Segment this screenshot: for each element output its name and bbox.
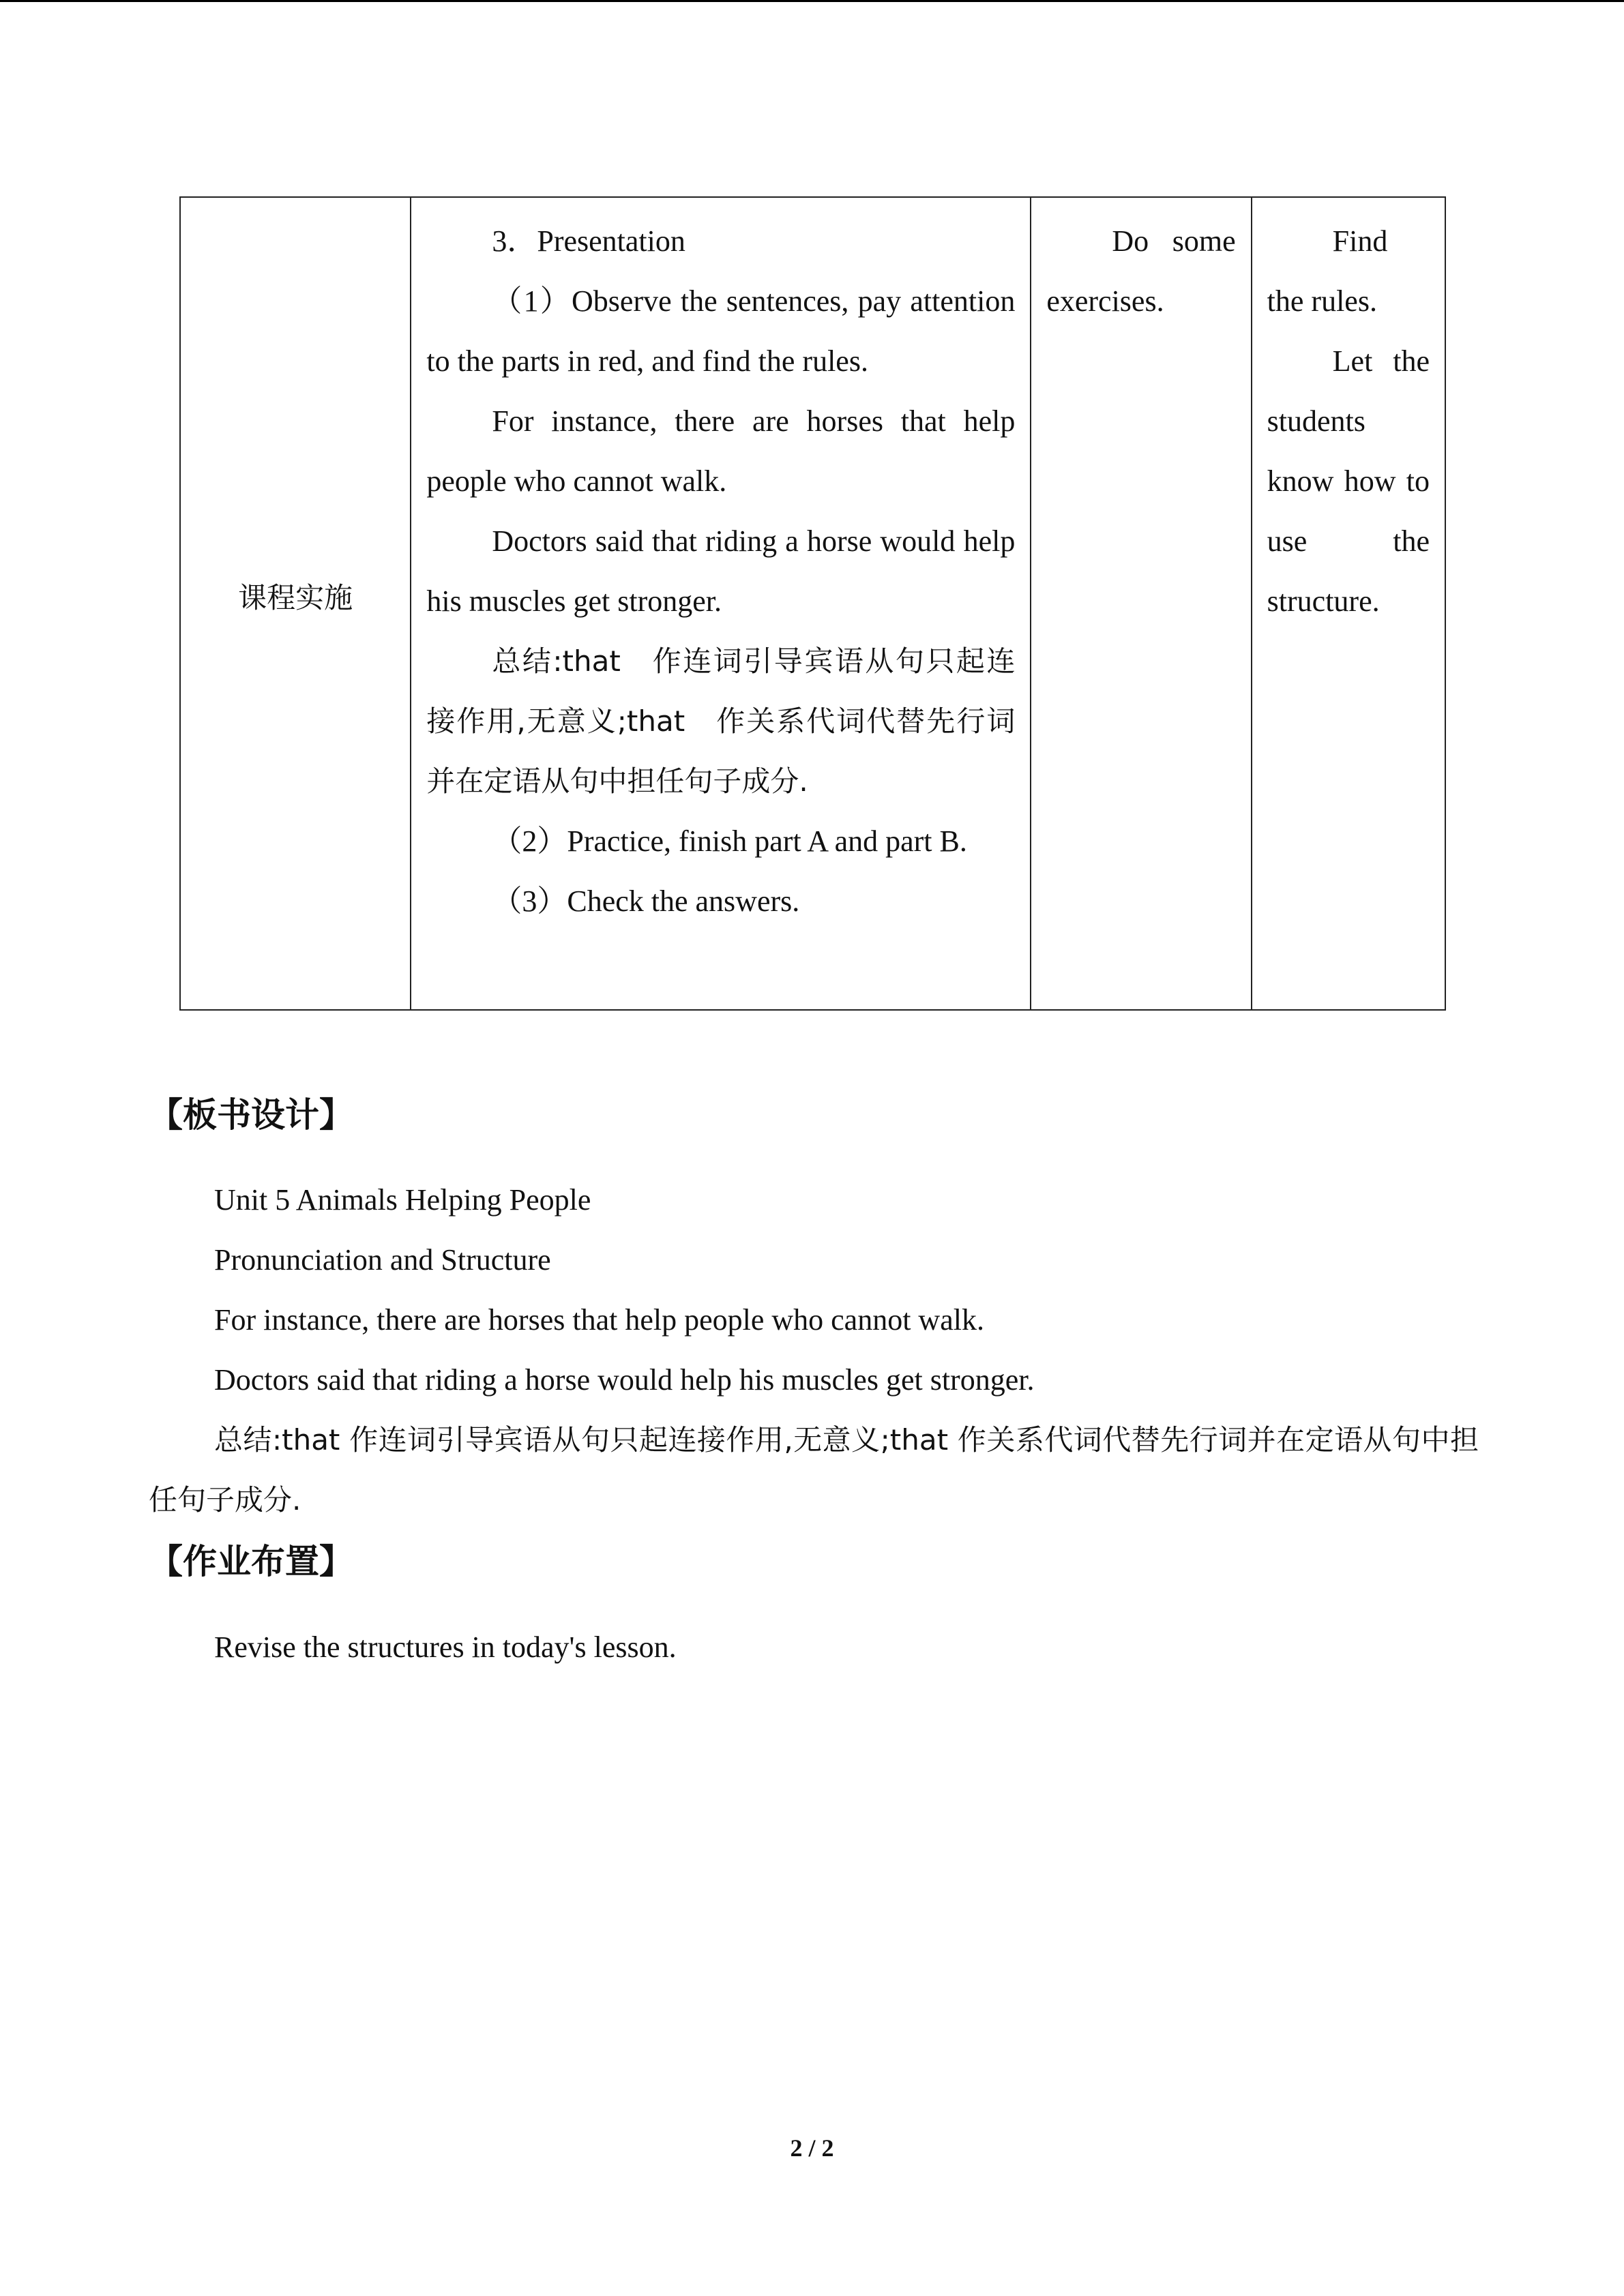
lesson-table bbox=[179, 196, 1446, 1011]
practice-instruction: （2）Practice, finish part A and part B. bbox=[492, 824, 967, 858]
homework-content bbox=[149, 1617, 1479, 1678]
blackboard-summary: 总结:that 作连词引导宾语从句只起连接作用,无意义;that 作关系代词代替先行词并在定语从句中担任句子成分. bbox=[149, 1423, 1479, 1517]
blackboard-line: Doctors said that riding a horse would help his muscles get stronger. bbox=[214, 1363, 1035, 1397]
purpose-item: Find the rules. bbox=[1267, 224, 1388, 318]
homework-line: Revise the structures in today's lesson. bbox=[214, 1630, 677, 1664]
observe-instruction: （1）Observe the sentences, pay attention to the parts in red, and find the rules. bbox=[426, 284, 1016, 378]
stage-cell: 课程实施 bbox=[180, 197, 411, 1010]
teacher-activities-cell bbox=[411, 197, 1031, 1010]
blackboard-heading: 【板书设计】 bbox=[149, 1095, 353, 1135]
example-sentence-1: For instance, there are horses that help people who cannot walk. bbox=[426, 404, 1016, 498]
example-sentence-2: Doctors said that riding a horse would help his muscles get stronger. bbox=[426, 524, 1016, 618]
page-top-border bbox=[0, 0, 1624, 2]
blackboard-line: Pronunciation and Structure bbox=[214, 1243, 551, 1277]
student-activities-cell bbox=[1031, 197, 1251, 1010]
design-purpose-cell bbox=[1252, 197, 1445, 1010]
table-row bbox=[180, 197, 1445, 1010]
summary-note: 总结:that 作连词引导宾语从句只起连接作用,无意义;that 作关系代词代替先行词并在定语从句中担任句子成分. bbox=[426, 644, 1016, 798]
purpose-item: Let the students know how to use the structure. bbox=[1267, 344, 1430, 618]
blackboard-line: Unit 5 Animals Helping People bbox=[214, 1183, 591, 1217]
blackboard-content bbox=[149, 1170, 1479, 1530]
check-instruction: （3）Check the answers. bbox=[492, 884, 800, 918]
homework-heading: 【作业布置】 bbox=[149, 1542, 353, 1581]
presentation-heading: 3．Presentation bbox=[492, 224, 685, 258]
blackboard-line: For instance, there are horses that help people who cannot walk. bbox=[214, 1303, 984, 1337]
page-number: 2 / 2 bbox=[790, 2134, 834, 2162]
student-activity: Do some exercises. bbox=[1046, 224, 1236, 318]
